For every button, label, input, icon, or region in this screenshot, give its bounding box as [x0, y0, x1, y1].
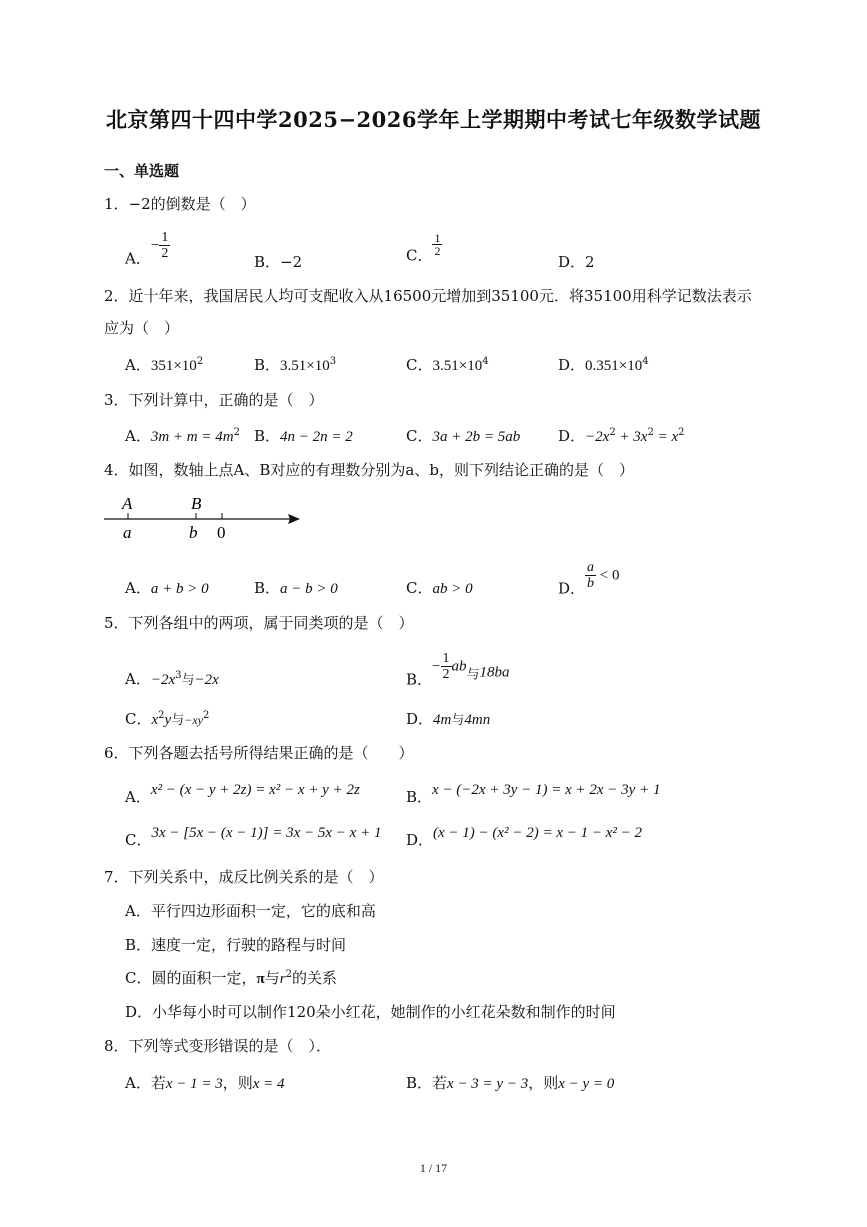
q4-option-d: D． $\frac{a}{b}$ < 0	[558, 560, 620, 598]
q8-option-a: A．若x − 1 = 3，则x = 4	[125, 1074, 285, 1092]
point-label-a-upper: A	[122, 494, 133, 513]
section-heading: 一、单选题	[104, 162, 180, 180]
origin-label: 0	[217, 523, 226, 542]
question-6-stem: 6．下列各题去括号所得结果正确的是（ ）	[104, 744, 414, 762]
point-label-b-upper: B	[191, 494, 202, 513]
q4-option-a: A．a + b > 0	[125, 579, 209, 597]
value-label-b: b	[189, 523, 198, 542]
question-2-stem-line1: 2．近十年来，我国居民人均可支配收入从16500元增加到35100元．将35100用科学记数法表示	[104, 287, 752, 305]
q7-option-c: C．圆的面积一定，π与$r^2$的关系	[125, 969, 337, 987]
q5-option-d: D．4m与4mn	[406, 710, 491, 728]
question-8-stem: 8．下列等式变形错误的是（ ）．	[104, 1037, 332, 1055]
number-line-figure	[100, 490, 310, 545]
q6-option-d: D．(x − 1) − (x² − 2) = x − 1 − x² − 2	[406, 825, 642, 849]
q3-option-a: A．$3m + m = 4m^2$	[125, 427, 240, 445]
q3-option-c: C．3a + 2b = 5ab	[406, 427, 521, 445]
q7-option-d: D．小华每小时可以制作120朵小红花，她制作的小红花朵数和制作的时间	[125, 1003, 616, 1021]
q4-option-b: B．a − b > 0	[254, 579, 338, 597]
page-number: 1 / 17	[419, 1161, 448, 1175]
question-1-stem: 1．−2的倒数是（ ）	[104, 195, 256, 213]
q2-option-d: D．$0.351\times 10^4$	[558, 356, 649, 374]
q5-option-b: B．− $\frac{1}{2}$ ab与18ba	[406, 651, 510, 689]
q7-option-b: B．速度一定，行驶的路程与时间	[125, 936, 347, 954]
question-7-stem: 7．下列关系中，成反比例关系的是（ ）	[104, 868, 384, 886]
q5-option-a: A．$-2x^3$与−2x	[125, 670, 219, 688]
question-2-stem-line2: 应为（ ）	[104, 319, 180, 337]
q1-option-a: A．− $\frac{1}{2}$	[125, 230, 169, 268]
q5-option-c: C．$x^2y$与$-xy^2$	[125, 710, 210, 728]
q3-option-d: D．$-2x^2 + 3x^2 = x^2$	[558, 427, 685, 445]
q6-option-c: C．3x − [5x − (x − 1)] = 3x − 5x − x + 1	[125, 825, 382, 849]
q2-option-c: C．$3.51\times 10^4$	[406, 356, 489, 374]
value-label-a: a	[123, 523, 132, 542]
page-title: 北京第四十四中学2025−2026学年上学期期中考试七年级数学试题	[106, 107, 761, 132]
q6-option-a: A．x² − (x − y + 2z) = x² − x + y + 2z	[125, 782, 360, 806]
q7-option-a: A．平行四边形面积一定，它的底和高	[125, 902, 376, 920]
question-4-stem: 4．如图，数轴上点A、B对应的有理数分别为a、b，则下列结论正确的是（ ）	[104, 461, 634, 479]
q3-option-b: B．4n − 2n = 2	[254, 427, 353, 445]
q2-option-a: A．$351\times 10^2$	[125, 356, 204, 374]
q2-option-b: B．$3.51\times 10^3$	[254, 356, 337, 374]
q1-option-d: D．2	[558, 253, 595, 271]
q6-option-b: B．x − (−2x + 3y − 1) = x + 2x − 3y + 1	[406, 782, 661, 806]
q1-option-b: B．−2	[254, 253, 303, 271]
q1-option-c: C． $\frac{1}{2}$	[406, 231, 441, 265]
question-3-stem: 3．下列计算中，正确的是（ ）	[104, 391, 324, 409]
question-5-stem: 5．下列各组中的两项，属于同类项的是（ ）	[104, 614, 414, 632]
q4-option-c: C．ab > 0	[406, 579, 473, 597]
q8-option-b: B．若x − 3 = y − 3，则x − y = 0	[406, 1074, 615, 1092]
